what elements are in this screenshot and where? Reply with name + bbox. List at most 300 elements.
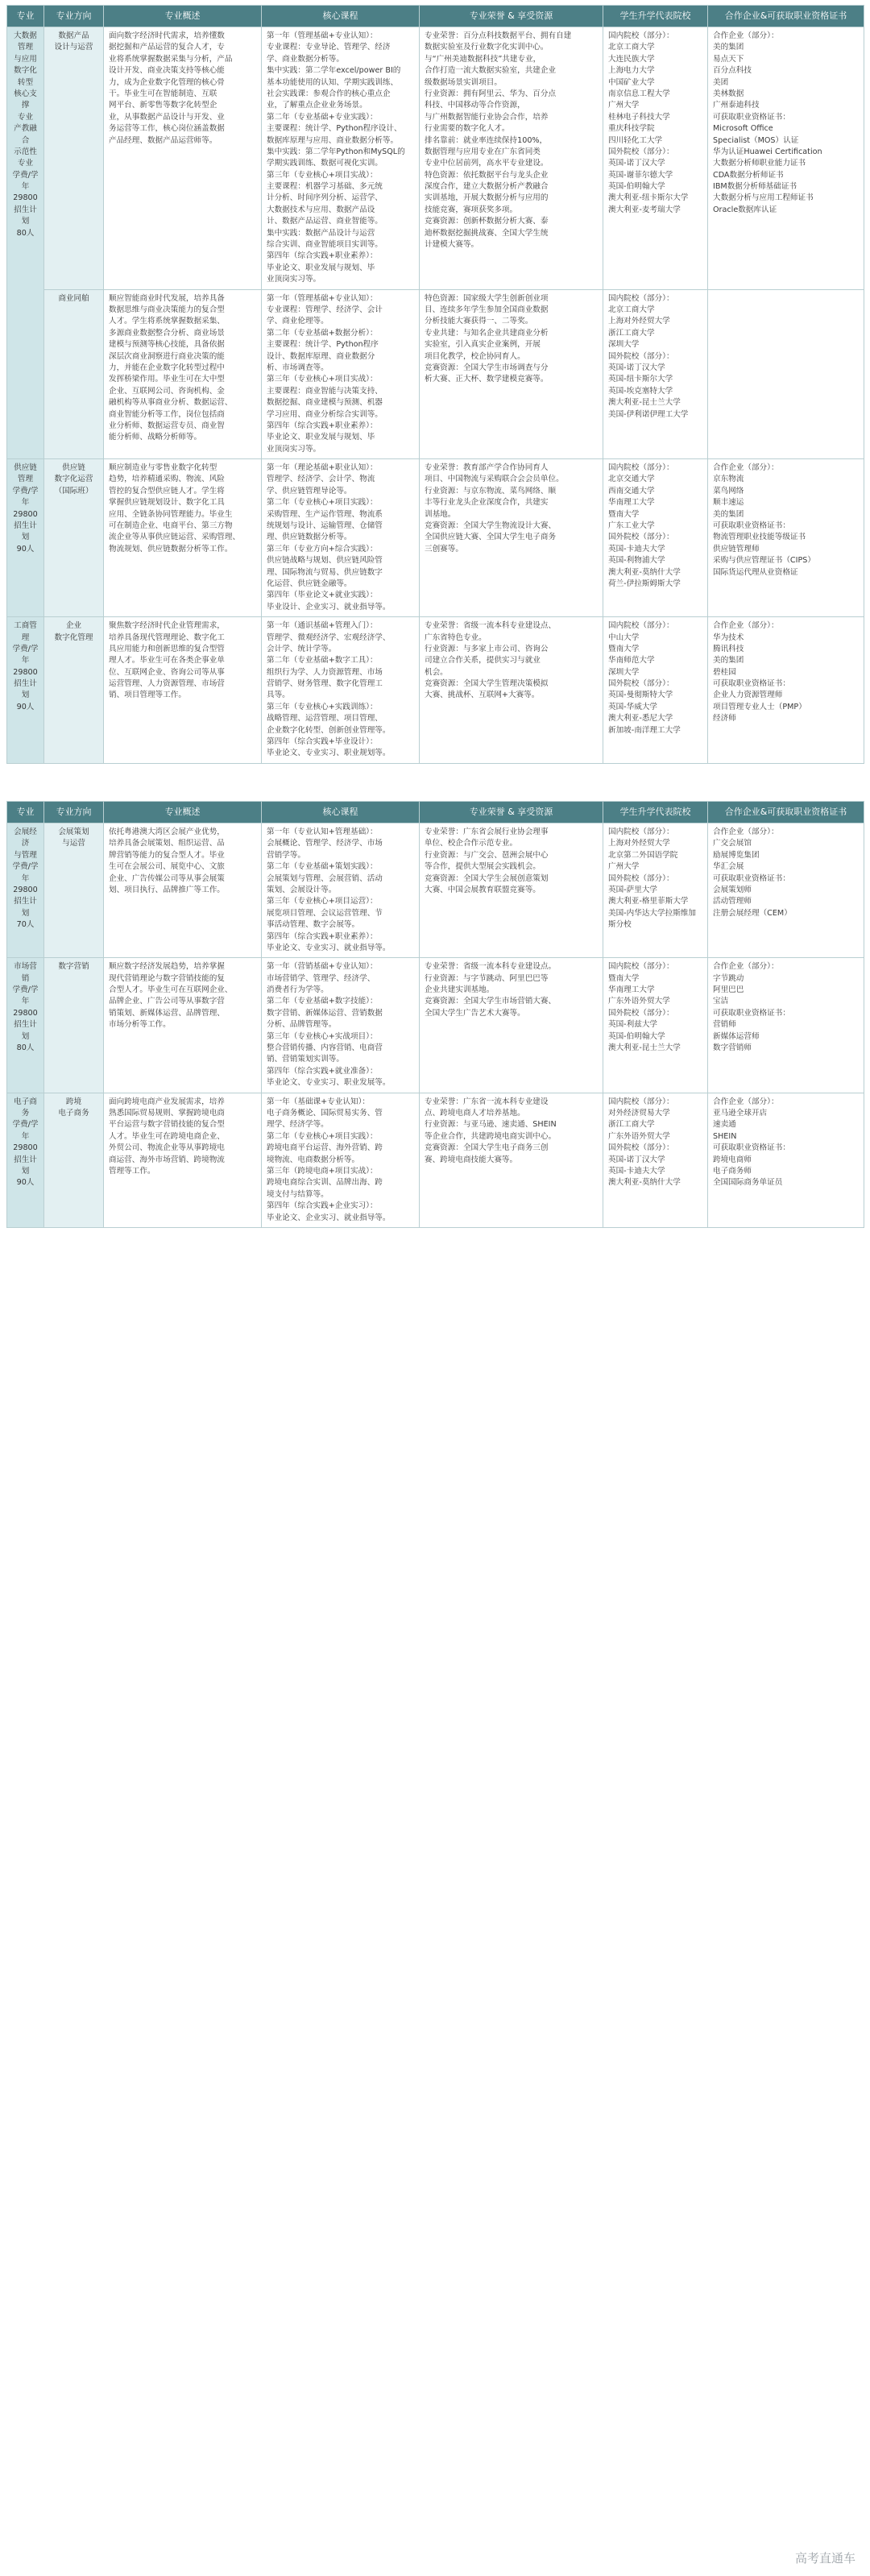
text-line: 暨南大学: [608, 509, 640, 519]
text-line: 排名靠前：就业率连续保持100%，: [425, 135, 548, 145]
text-line: 流企业等从事供应链运营、采购管理、: [109, 533, 241, 542]
text-line: 第三年（专业核心+实践训练）：: [267, 702, 378, 711]
text-line: 企业: [65, 621, 82, 631]
text-line: 第四年（综合实践+职业素养）：: [267, 251, 378, 261]
text-line: 会展策划师: [713, 885, 752, 894]
text-line: 专业课程：专业导论、管理学、经济: [267, 43, 391, 52]
text-line: 大赛、挑战杯、互联网+大赛等。: [425, 691, 540, 700]
text-line: 物流管理职业技能等级证书: [713, 533, 806, 542]
direction-cell: [44, 27, 104, 290]
column-header: 学生升学代表院校: [603, 802, 708, 823]
column-header: 专业概述: [104, 802, 262, 823]
text-line: 英国-萨里大学: [608, 885, 658, 894]
text-line: 具等。: [267, 691, 290, 700]
text-line: 产教融合: [14, 124, 37, 145]
text-line: 销、项目管理等工作。: [109, 691, 186, 700]
text-line: 面向跨境电商产业发展需求，培养: [109, 1097, 225, 1106]
overview-cell: [104, 289, 262, 458]
text-line: 设计与运营: [54, 43, 93, 52]
text-line: 80人: [16, 1043, 35, 1053]
text-line: 与管理: [14, 850, 37, 860]
text-line: 集中实践：第二学年excel/power BI的: [267, 66, 401, 76]
text-line: 第一年（管理基础+专业认知）：: [267, 293, 378, 303]
text-line: 业分析师、数据运营专员、商业智: [109, 421, 225, 430]
text-line: 招生计划: [14, 679, 37, 700]
text-line: 29800: [13, 509, 38, 519]
partners-cell: [708, 823, 864, 958]
text-line: 英国-伯明翰大学: [608, 1031, 665, 1041]
text-line: 经济师: [713, 714, 736, 724]
text-line: 数字化运营: [54, 475, 93, 484]
major-cell: [7, 823, 44, 958]
honors-cell: [420, 617, 603, 764]
text-line: 市场营销: [14, 962, 37, 983]
text-line: 管理学、经济学、会计学、物流: [267, 475, 375, 484]
text-line: 数据实验室及行业数字化实训中心。: [425, 43, 549, 52]
text-line: 现代营销理论与数字营销技能的复: [109, 973, 225, 983]
text-line: 专业荣誉：教育部产学合作协同育人: [425, 463, 549, 473]
text-line: 专业共建：与知名企业共建商业分析: [425, 328, 549, 338]
text-line: 英国-诺丁汉大学: [608, 363, 665, 372]
text-line: 电子商务: [14, 1097, 37, 1118]
text-line: 培养具备会展策划、组织运营、品: [109, 839, 225, 848]
text-line: 示范性专业: [14, 147, 37, 168]
text-line: 百分点科技: [713, 66, 752, 76]
text-line: 第三年（专业核心+项目实战）：: [267, 170, 378, 180]
text-line: 第二年（专业基础+专业实践）：: [267, 112, 378, 122]
text-line: 级数据场景实训项目。: [425, 77, 502, 87]
schools-cell: [603, 617, 708, 764]
column-header: 专业方向: [44, 802, 104, 823]
text-line: 分析技能大赛获得一、二等奖。: [425, 317, 533, 326]
text-line: 广东省特色专业。: [425, 633, 487, 642]
text-line: 桂林电子科技大学: [608, 112, 670, 122]
text-line: 数字化: [14, 66, 37, 76]
text-line: 美团: [713, 77, 729, 87]
text-line: 国内院校（部分）：: [608, 962, 674, 972]
text-line: 供应链管理师: [713, 544, 760, 554]
text-line: 第三年（专业核心+项目运营）：: [267, 897, 378, 906]
column-header: 专业概述: [104, 6, 262, 27]
text-line: 澳大利亚-悉尼大学: [608, 714, 673, 724]
text-line: 中国矿业大学: [608, 77, 655, 87]
text-line: 第二年（专业基础+数据分析）：: [267, 328, 378, 338]
text-line: 第二年（专业基础+数字技能）：: [267, 997, 378, 1006]
text-line: 管理等工作。: [109, 1166, 155, 1176]
text-line: 掌握供应链规划设计、数字化工具: [109, 498, 225, 508]
schools-cell: [603, 289, 708, 458]
text-line: 深层次商业洞察进行商业决策的能: [109, 351, 225, 361]
text-line: 聚焦数字经济时代企业管理需求，: [109, 621, 225, 631]
text-line: 美林数据: [713, 89, 744, 98]
text-line: 华南师范大学: [608, 656, 655, 666]
text-line: 多源商业数据整合分析、商业场景: [109, 328, 225, 338]
text-line: 国外院校（部分）：: [608, 873, 674, 883]
text-line: 分析、品牌管理等。: [267, 1020, 337, 1030]
text-line: 专业课程：管理学、经济学、会计: [267, 305, 383, 314]
text-line: 广州大学: [608, 862, 640, 872]
text-line: 行业资源：与京东物流、菜鸟网络、顺: [425, 486, 557, 496]
text-line: 毕业论文、职业发展与规划、毕: [267, 263, 375, 272]
program-row: [7, 289, 864, 458]
text-line: 会展策划: [58, 828, 89, 836]
text-line: 生可在会展公司、展览中心、文旅: [109, 862, 225, 872]
partners-cell: [708, 289, 864, 458]
text-line: 学、供应链管理导论等。: [267, 486, 352, 496]
column-header: 核心课程: [262, 802, 420, 823]
text-line: 竞赛资源：全国大学生市场调查与分: [425, 363, 549, 372]
text-line: 英国-纽卡斯尔大学: [608, 375, 673, 384]
text-line: 阿里巴巴: [713, 985, 744, 995]
text-line: 第二年（专业基础+策划实践）：: [267, 862, 378, 872]
text-line: 专业荣誉：省级一流本科专业建设点。: [425, 962, 557, 972]
text-line: 第二年（专业基础+数字工具）：: [267, 656, 378, 666]
text-line: 建模与预测等核心技能，具备依据: [109, 340, 225, 350]
text-line: 大数据分析师职业能力证书: [713, 159, 806, 168]
text-line: 深圳大学: [608, 340, 640, 350]
text-line: 专业: [17, 112, 34, 122]
text-line: 合作企业（部分）：: [713, 962, 779, 972]
text-line: 运营管理、人力资源管理、市场营: [109, 679, 225, 689]
text-line: 集中实践：数据产品设计与运营: [267, 228, 375, 238]
text-line: 面向数字经济时代需求，培养懂数: [109, 31, 225, 40]
partners-cell: [708, 27, 864, 290]
text-line: 顺应制造业与零售业数字化转型: [109, 463, 218, 473]
text-line: 北京第二外国语学院: [608, 850, 678, 860]
text-line: 企业人力资源管理师: [713, 691, 783, 700]
text-line: 等合作，提供大型展会实践机会。: [425, 862, 541, 872]
partners-cell: [708, 958, 864, 1093]
text-line: 全国大学生广告艺术大赛等。: [425, 1008, 525, 1018]
text-line: 国外院校（部分）：: [608, 533, 674, 542]
text-line: 大数据管理: [14, 31, 37, 52]
text-line: 与“广州美迪数据科技”共建专业，: [425, 54, 541, 64]
program-row: [7, 958, 864, 1093]
courses-cell: [262, 958, 420, 1093]
overview-cell: [104, 1093, 262, 1227]
text-line: 业顶岗实习等。: [267, 444, 321, 454]
text-line: 理、国际物流与贸易、供应链数字: [267, 567, 383, 577]
text-line: 华为技术: [713, 633, 744, 642]
text-line: 技能竞赛，赛项获奖多项。: [425, 205, 518, 214]
text-line: 培养具备现代管理理论、数字化工: [109, 633, 225, 642]
text-line: 对外经济贸易大学: [608, 1108, 670, 1118]
text-line: 英国-谢菲尔德大学: [608, 170, 673, 180]
text-line: 网平台、新零售等数字化转型企: [109, 101, 218, 110]
text-line: 29800: [13, 1143, 38, 1153]
partners-cell: [708, 459, 864, 617]
text-line: 英国-卡迪夫大学: [608, 544, 665, 554]
text-line: 融机构等从事商业分析、数据运营、: [109, 398, 233, 408]
text-line: 宝洁: [713, 997, 729, 1006]
text-line: 国内院校（部分）：: [608, 463, 674, 473]
text-line: 机会。: [425, 667, 448, 677]
text-line: 暨南大学: [608, 644, 640, 653]
text-line: 数据思维与商业决策能力的复合型: [109, 305, 225, 314]
text-line: 碧桂园: [713, 667, 736, 677]
text-line: 国内院校（部分）：: [608, 293, 674, 303]
text-line: 上海电力大学: [608, 66, 655, 76]
text-line: 跨境: [65, 1097, 82, 1106]
text-line: 招生计划: [14, 1020, 37, 1041]
text-line: 南京信息工程大学: [608, 89, 670, 98]
text-line: 组织行为学、人力资源管理、市场: [267, 667, 383, 677]
text-line: 毕业论文、专业实习、就业指导等。: [267, 943, 391, 952]
overview-cell: [104, 823, 262, 958]
text-line: 澳大利亚-麦考瑞大学: [608, 205, 681, 214]
text-line: 物流规划、供应链数据分析等工作。: [109, 544, 233, 554]
text-line: 国外院校（部分）：: [608, 1008, 674, 1018]
text-line: 大数据分析与应用工程师证书: [713, 193, 814, 203]
text-line: 学、商业伦理等。: [267, 317, 329, 326]
text-line: 可获取职业资格证书：: [713, 521, 790, 531]
text-line: 上海对外经贸大学: [608, 317, 670, 326]
text-line: 英国-卡迪夫大学: [608, 1166, 665, 1176]
text-line: 中山大学: [608, 633, 640, 642]
text-line: 商业智能分析等工作，岗位包括商: [109, 409, 225, 419]
text-line: 合作企业（部分）：: [713, 828, 779, 836]
text-line: 竞赛资源：全国大学生物流设计大赛、: [425, 521, 557, 531]
text-line: 第一年（理论基础+职业认知）：: [267, 463, 378, 473]
text-line: 转型: [17, 77, 34, 87]
text-line: 战略管理、运营管理、项目管理、: [267, 714, 383, 724]
text-line: 英国-诺丁汉大学: [608, 1155, 665, 1164]
text-line: 综合实训、商业智能项目实训等。: [267, 240, 383, 250]
text-line: 务运营等工作，核心岗位涵盖数据: [109, 124, 225, 134]
section-separator: [0, 764, 870, 801]
text-line: 第一年（营销基础+专业认知）：: [267, 962, 378, 972]
text-line: 国外院校（部分）：: [608, 679, 674, 689]
text-line: 竞赛资源：全国大学生会展创意策划: [425, 873, 549, 883]
text-line: 第一年（通识基础+管理入门）：: [267, 621, 378, 631]
direction-cell: [44, 958, 104, 1093]
text-line: 理人才。毕业生可在各类企事业单: [109, 656, 225, 666]
text-line: 学费/学年: [12, 644, 39, 666]
column-header: 核心课程: [262, 6, 420, 27]
text-line: 华汇会展: [713, 862, 744, 872]
text-line: 专业荣誉：百分点科技数据平台、拥有自建: [425, 31, 572, 40]
text-line: 菜鸟网络: [713, 486, 744, 496]
text-line: 第四年（综合实践+企业实习）：: [267, 1201, 378, 1211]
text-line: 顺应数字经济发展趋势，培养掌握: [109, 962, 225, 972]
text-line: 特色资源：国家级大学生创新创业项: [425, 293, 549, 303]
courses-cell: [262, 27, 420, 290]
courses-cell: [262, 1093, 420, 1227]
text-line: 采购与供应管理证书（CIPS）: [713, 556, 815, 566]
text-line: 国内院校（部分）：: [608, 621, 674, 631]
direction-cell: [44, 617, 104, 764]
text-line: 北京工商大学: [608, 305, 655, 314]
text-line: Oracle数据库认证: [713, 205, 777, 214]
text-line: 顺丰速运: [713, 498, 744, 508]
text-line: 国内院校（部分）：: [608, 828, 674, 836]
text-line: 整合营销传播、内容营销、电商营: [267, 1043, 383, 1053]
text-line: 英国-曼彻斯特大学: [608, 691, 673, 700]
text-line: 英国-利物浦大学: [608, 556, 665, 566]
text-line: 学费/学年: [12, 862, 39, 883]
text-line: 项目管理专业人士（PMP）: [713, 702, 806, 711]
program-row: [7, 27, 864, 290]
text-line: 主要课程：机器学习基础、多元统: [267, 182, 383, 192]
text-line: 励展博览集团: [713, 850, 760, 860]
text-line: 人才。毕业生可在跨境电商企业、: [109, 1131, 225, 1141]
text-line: 毕业论文、专业实习、职业发展等。: [267, 1078, 391, 1088]
text-line: 学费/学年: [12, 170, 39, 192]
text-line: 暨南大学: [608, 973, 640, 983]
overview-cell: [104, 459, 262, 617]
text-line: 澳大利亚-昆士兰大学: [608, 398, 681, 408]
text-line: 可获取职业资格证书：: [713, 112, 790, 122]
text-line: 行业资源：与多家上市公司、咨询公: [425, 644, 549, 653]
text-line: 合作企业（部分）：: [713, 31, 779, 40]
text-line: 能分析师、战略分析师等。: [109, 433, 202, 442]
major-cell: [7, 1093, 44, 1227]
text-line: 90人: [16, 544, 35, 554]
text-line: 统规划与设计、运输管理、仓储管: [267, 521, 383, 531]
text-line: 合作打造一流大数据实验室，共建企业: [425, 66, 557, 76]
text-line: 广州大学: [608, 101, 640, 110]
courses-cell: [262, 823, 420, 958]
text-line: 学、商业数据分析等。: [267, 54, 344, 64]
text-line: 与应用: [14, 54, 37, 64]
text-line: 美的集团: [713, 656, 744, 666]
column-header: 专业荣誉 & 享受资源: [420, 6, 603, 27]
text-line: 数字化管理: [54, 633, 93, 642]
schools-cell: [603, 459, 708, 617]
text-line: 数字营销、新媒体运营、营销数据: [267, 1008, 383, 1018]
text-line: 专业荣誉：广东省会展行业协会理事: [425, 828, 549, 836]
text-line: （国际班）: [54, 486, 93, 496]
text-line: 合作企业（部分）：: [713, 621, 779, 631]
text-line: 力，并能在企业数字化转型过程中: [109, 363, 225, 372]
text-line: 浙江工商大学: [608, 1120, 655, 1130]
text-line: 竞赛资源：全国大学生管理决策模拟: [425, 679, 549, 689]
text-line: 应用、全链条协同管理能力。毕业生: [109, 509, 233, 519]
text-line: 企业数字化转型、创新创业管理等。: [267, 725, 391, 735]
text-line: 跨境电商师: [713, 1155, 752, 1164]
schools-cell: [603, 958, 708, 1093]
text-line: SHEIN: [713, 1131, 737, 1141]
text-line: 与运营: [62, 839, 85, 848]
text-line: 专业中位居前列，高水平专业建设。: [425, 159, 549, 168]
partners-cell: [708, 1093, 864, 1227]
text-line: 70人: [16, 920, 35, 930]
text-line: 毕业论文、企业实习、就业指导等。: [267, 1213, 391, 1222]
text-line: 学费/学年: [12, 486, 39, 508]
text-line: 商业同舶: [58, 293, 89, 303]
text-line: 第四年（综合实践+职业素养）：: [267, 421, 378, 430]
text-line: 第三年（专业方向+综合实践）：: [267, 544, 378, 554]
text-line: 学费/学年: [12, 985, 39, 1006]
text-line: 营销师: [713, 1020, 736, 1030]
text-line: 境物流、电商数据分析等。: [267, 1155, 360, 1164]
text-line: 第四年（综合实践+就业准备）：: [267, 1066, 378, 1076]
text-line: 行业需要的数字化人才。: [425, 124, 510, 134]
text-line: 与广州数据智能行业协会合作，培养: [425, 112, 549, 122]
text-line: 80人: [16, 228, 35, 238]
text-line: 字节跳动: [713, 973, 744, 983]
text-line: 采购管理、生产运作管理、物流系: [267, 509, 383, 519]
text-line: 广交会展馆: [713, 839, 752, 848]
text-line: 理、供应链数据分析等。: [267, 533, 352, 542]
text-line: 企业共建实训基地。: [425, 985, 495, 995]
text-line: 可获取职业资格证书：: [713, 679, 790, 689]
text-line: 招生计划: [14, 1155, 37, 1176]
text-line: 29800: [13, 193, 38, 203]
courses-cell: [262, 289, 420, 458]
schools-cell: [603, 823, 708, 958]
text-line: 上海对外经贸大学: [608, 839, 670, 848]
text-line: 司建立合作关系，提供实习与就业: [425, 656, 541, 666]
text-line: 可获取职业资格证书：: [713, 1008, 790, 1018]
text-line: 市场营销学、管理学、经济学、: [267, 973, 375, 983]
text-line: 四川轻化工大学: [608, 135, 663, 145]
text-line: 业将系统掌握数据采集与分析，产品: [109, 54, 233, 64]
text-line: 产品经理、数据产品运营师等。: [109, 135, 218, 145]
text-line: 第二年（专业核心+项目实践）：: [267, 498, 378, 508]
text-line: 核心支撑: [14, 89, 37, 110]
text-line: 销、营销策划实训等。: [267, 1055, 344, 1064]
courses-cell: [262, 459, 420, 617]
text-line: 第四年（综合实践+职业素养）：: [267, 931, 378, 941]
schools-cell: [603, 1093, 708, 1227]
text-line: 趋势，培养精通采购、物流、风险: [109, 475, 225, 484]
text-line: 会展策划与管理、会展营销、活动: [267, 873, 383, 883]
text-line: 企业、互联网公司、咨询机构、金: [109, 386, 225, 396]
text-line: 美的集团: [713, 43, 744, 52]
watermark: 高考直通车: [794, 2551, 856, 2566]
table-header-row: [7, 6, 864, 27]
text-line: 干。毕业生可在智能制造、互联: [109, 89, 218, 98]
text-line: 29800: [13, 885, 38, 894]
text-line: 实验室，引入真实企业案例，开展: [425, 340, 541, 350]
text-line: 数字营销: [58, 962, 89, 972]
text-line: 商运营、海外市场营销、跨境物流: [109, 1155, 225, 1164]
column-header: 合作企业&可获取职业资格证书: [708, 802, 864, 823]
text-line: 数据产品: [58, 31, 89, 40]
overview-cell: [104, 27, 262, 290]
text-line: 电子商务: [58, 1108, 89, 1118]
text-line: 新加坡-南洋理工大学: [608, 725, 681, 735]
text-line: 第三年（专业核心+实战项目）：: [267, 1031, 378, 1041]
text-line: 腾讯科技: [713, 644, 744, 653]
text-line: 广州泰迪科技: [713, 101, 760, 110]
text-line: 行业资源：与字节跳动、阿里巴巴等: [425, 973, 549, 983]
text-line: 美国-内华达大学拉斯维加斯分校: [608, 908, 696, 930]
text-line: 深度合作，建立大数据分析产教融合: [425, 182, 549, 192]
column-header: 专业: [7, 6, 44, 27]
text-line: 活动管理师: [713, 897, 752, 906]
text-line: 国内院校（部分）：: [608, 31, 674, 40]
text-line: 第四年（毕业论文+就业实践）：: [267, 591, 378, 600]
text-line: 电子商务师: [713, 1166, 752, 1176]
text-line: 澳大利亚-格里菲斯大学: [608, 897, 689, 906]
direction-cell: [44, 459, 104, 617]
text-line: 北京工商大学: [608, 43, 655, 52]
text-line: 深圳大学: [608, 667, 640, 677]
text-line: 等企业合作，共建跨境电商实训中心。: [425, 1131, 557, 1141]
text-line: 业顶岗实习等。: [267, 275, 321, 284]
text-line: 国际货运代理从业资格证: [713, 567, 798, 577]
text-line: 亚马逊全球开店: [713, 1108, 768, 1118]
text-line: 第一年（管理基础+专业认知）：: [267, 31, 378, 40]
text-line: 毕业设计、企业实习、就业指导等。: [267, 602, 391, 612]
text-line: 招生计划: [14, 205, 37, 226]
text-line: 设计、数据库原理、商业数据分: [267, 351, 375, 361]
honors-cell: [420, 459, 603, 617]
text-line: 营销学、财务管理、数字化管理工: [267, 679, 383, 689]
text-line: 跨境电商平台运营、海外营销、跨: [267, 1143, 383, 1153]
